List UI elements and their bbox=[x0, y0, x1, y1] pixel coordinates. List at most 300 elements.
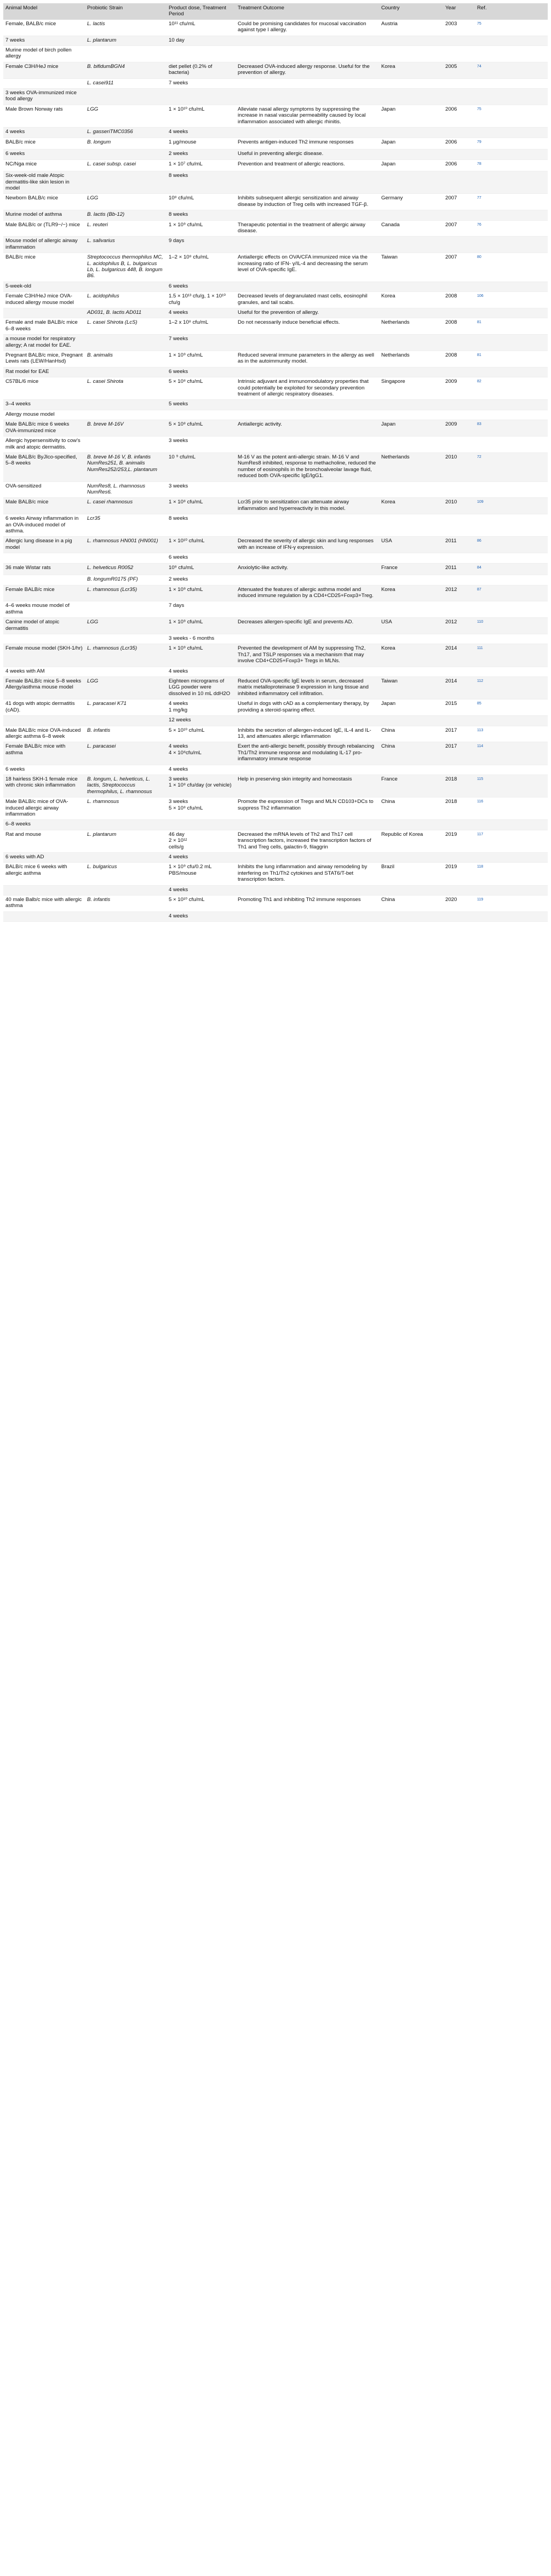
cell-year bbox=[443, 575, 475, 585]
cell-treatment-outcome: Decreased the severity of allergic skin and lung responses with an increase of IFN-γ expression. bbox=[236, 537, 379, 553]
table-row bbox=[3, 601, 548, 618]
cell-country bbox=[379, 601, 443, 618]
cell-country bbox=[379, 308, 443, 318]
cell-animal-model: Rat model for EAE bbox=[3, 367, 85, 377]
header-probiotic-strain: Probiotic Strain bbox=[85, 3, 167, 20]
cell-ref bbox=[475, 716, 548, 726]
cell-probiotic-strain: L. plantarum bbox=[85, 36, 167, 45]
cell-animal-model: Female, BALB/c mice bbox=[3, 20, 85, 36]
cell-ref bbox=[475, 194, 548, 210]
cell-ref bbox=[475, 537, 548, 553]
table-row bbox=[3, 253, 548, 282]
cell-ref bbox=[475, 89, 548, 105]
table-row bbox=[3, 171, 548, 194]
cell-animal-model: 4 weeks bbox=[3, 128, 85, 137]
cell-animal-model: 6 weeks bbox=[3, 150, 85, 159]
cell-probiotic-strain: B. longum bbox=[85, 137, 167, 150]
reference-link[interactable]: 83 bbox=[477, 422, 481, 427]
cell-country: Korea bbox=[379, 585, 443, 601]
cell-animal-model: Female mouse model (SKH-1/hr) bbox=[3, 644, 85, 667]
cell-country: Taiwan bbox=[379, 253, 443, 282]
page bbox=[0, 0, 551, 922]
reference-link[interactable]: 72 bbox=[477, 455, 481, 459]
cell-probiotic-strain bbox=[85, 885, 167, 895]
cell-ref bbox=[475, 498, 548, 514]
cell-treatment-outcome bbox=[236, 367, 379, 377]
cell-probiotic-strain: B. lactis (Bb-12) bbox=[85, 210, 167, 220]
cell-treatment-outcome bbox=[236, 820, 379, 830]
cell-year bbox=[443, 514, 475, 537]
cell-year: 2018 bbox=[443, 798, 475, 820]
cell-ref bbox=[475, 601, 548, 618]
cell-year bbox=[443, 210, 475, 220]
reference-link[interactable]: 85 bbox=[477, 702, 481, 706]
table-row bbox=[3, 853, 548, 863]
cell-ref bbox=[475, 308, 548, 318]
cell-product-dose: 4 weeks bbox=[167, 885, 236, 895]
table-row bbox=[3, 351, 548, 368]
cell-animal-model: BALB/c mice bbox=[3, 137, 85, 150]
header-product-dose: Product dose, Treatment Period bbox=[167, 3, 236, 20]
cell-year bbox=[443, 765, 475, 774]
cell-product-dose: 10⁹ cfu/mL bbox=[167, 563, 236, 575]
table-row bbox=[3, 105, 548, 127]
cell-treatment-outcome bbox=[236, 400, 379, 410]
cell-country bbox=[379, 282, 443, 291]
reference-link[interactable]: 75 bbox=[477, 21, 481, 26]
cell-year: 2015 bbox=[443, 699, 475, 716]
cell-country: USA bbox=[379, 618, 443, 634]
cell-product-dose: 4 weeks bbox=[167, 765, 236, 774]
cell-year: 2009 bbox=[443, 377, 475, 400]
cell-probiotic-strain: Streptococcus thermophilus MC, L. acidophilus B, L. bulgaricus Lb, L. bulgaricus 448, B. longum B6. bbox=[85, 253, 167, 282]
table-row bbox=[3, 46, 548, 62]
cell-treatment-outcome bbox=[236, 853, 379, 863]
cell-product-dose: 5 × 10¹⁰ cfu/mL bbox=[167, 896, 236, 912]
cell-treatment-outcome bbox=[236, 237, 379, 253]
cell-animal-model: 7 weeks bbox=[3, 36, 85, 45]
cell-ref bbox=[475, 514, 548, 537]
cell-animal-model: 18 hairless SKH-1 female mice with chronic skin inflammation bbox=[3, 774, 85, 797]
cell-treatment-outcome: Anxiolytic-like activity. bbox=[236, 563, 379, 575]
cell-probiotic-strain: L. rhamnosus (Lcr35) bbox=[85, 644, 167, 667]
cell-animal-model: Male BALB/c ByJIco-specified, 5–8 weeks bbox=[3, 452, 85, 481]
reference-link[interactable]: 80 bbox=[477, 255, 481, 260]
reference-link[interactable]: 86 bbox=[477, 539, 481, 543]
cell-probiotic-strain: LGG bbox=[85, 618, 167, 634]
cell-year bbox=[443, 853, 475, 863]
reference-link[interactable]: 110 bbox=[477, 620, 484, 624]
cell-probiotic-strain: LGG bbox=[85, 677, 167, 699]
cell-product-dose: 1 × 10⁹ cfu/mL bbox=[167, 220, 236, 237]
cell-year bbox=[443, 237, 475, 253]
cell-year: 2017 bbox=[443, 742, 475, 765]
cell-year: 2018 bbox=[443, 774, 475, 797]
cell-ref bbox=[475, 853, 548, 863]
table-row bbox=[3, 585, 548, 601]
table-row bbox=[3, 194, 548, 210]
cell-animal-model: Murine model of asthma bbox=[3, 210, 85, 220]
cell-animal-model: 4–6 weeks mouse model of asthma bbox=[3, 601, 85, 618]
cell-year: 2006 bbox=[443, 137, 475, 150]
reference-link[interactable]: 116 bbox=[477, 800, 484, 804]
cell-probiotic-strain bbox=[85, 89, 167, 105]
cell-product-dose: 3 weeks - 6 months bbox=[167, 634, 236, 644]
table-row bbox=[3, 677, 548, 699]
table-row bbox=[3, 210, 548, 220]
cell-country bbox=[379, 171, 443, 194]
cell-year: 2007 bbox=[443, 194, 475, 210]
cell-treatment-outcome bbox=[236, 171, 379, 194]
cell-animal-model: 36 male Wistar rats bbox=[3, 563, 85, 575]
cell-product-dose: 5 × 10⁸ cfu/mL bbox=[167, 420, 236, 437]
cell-ref bbox=[475, 911, 548, 921]
cell-treatment-outcome: Decreased OVA-induced allergy response. Useful for the prevention of allergy. bbox=[236, 62, 379, 78]
cell-probiotic-strain: LGG bbox=[85, 105, 167, 127]
reference-link[interactable]: 117 bbox=[477, 832, 484, 836]
cell-animal-model: a mouse model for respiratory allergy; A rat model for EAE. bbox=[3, 335, 85, 351]
cell-country bbox=[379, 78, 443, 88]
cell-animal-model: Newborn BALB/c mice bbox=[3, 194, 85, 210]
reference-link[interactable]: 82 bbox=[477, 380, 481, 384]
cell-treatment-outcome bbox=[236, 601, 379, 618]
cell-animal-model: Allergic hypersensitivity to cow's milk and atopic dermatitis. bbox=[3, 437, 85, 453]
cell-probiotic-strain: B. bifidumBGN4 bbox=[85, 62, 167, 78]
cell-ref bbox=[475, 36, 548, 45]
cell-year: 2010 bbox=[443, 498, 475, 514]
cell-product-dose: 1–2 x 10⁸ cfu/mL bbox=[167, 318, 236, 335]
reference-link[interactable]: 111 bbox=[477, 646, 483, 651]
reference-link[interactable]: 76 bbox=[477, 222, 481, 227]
table-row bbox=[3, 618, 548, 634]
cell-ref bbox=[475, 335, 548, 351]
header-country: Country bbox=[379, 3, 443, 20]
cell-treatment-outcome bbox=[236, 885, 379, 895]
cell-animal-model: C57BL/6 mice bbox=[3, 377, 85, 400]
cell-treatment-outcome bbox=[236, 128, 379, 137]
table-row bbox=[3, 537, 548, 553]
table-row bbox=[3, 481, 548, 498]
cell-country bbox=[379, 237, 443, 253]
cell-country: Brazil bbox=[379, 863, 443, 885]
table-row bbox=[3, 367, 548, 377]
cell-country: France bbox=[379, 563, 443, 575]
cell-product-dose: 10 ⁹ cfu/mL bbox=[167, 452, 236, 481]
cell-ref bbox=[475, 830, 548, 852]
reference-link[interactable]: 119 bbox=[477, 898, 484, 902]
cell-product-dose: 4 weeks bbox=[167, 911, 236, 921]
cell-year: 2012 bbox=[443, 618, 475, 634]
cell-ref bbox=[475, 159, 548, 171]
cell-country: Korea bbox=[379, 644, 443, 667]
table-row bbox=[3, 514, 548, 537]
cell-ref bbox=[475, 20, 548, 36]
cell-year: 2019 bbox=[443, 830, 475, 852]
reference-link[interactable]: 75 bbox=[477, 107, 481, 111]
cell-animal-model: 40 male Balb/c mice with allergic asthma bbox=[3, 896, 85, 912]
cell-ref bbox=[475, 699, 548, 716]
cell-product-dose: 7 weeks bbox=[167, 335, 236, 351]
cell-ref bbox=[475, 667, 548, 676]
cell-animal-model: Allergy mouse model bbox=[3, 410, 85, 420]
cell-year bbox=[443, 282, 475, 291]
table-row bbox=[3, 128, 548, 137]
table-row bbox=[3, 911, 548, 921]
cell-probiotic-strain bbox=[85, 667, 167, 676]
cell-probiotic-strain bbox=[85, 853, 167, 863]
cell-animal-model: BALB/c mice bbox=[3, 253, 85, 282]
cell-ref bbox=[475, 220, 548, 237]
cell-ref bbox=[475, 765, 548, 774]
cell-animal-model: Female BALB/c mice with asthma bbox=[3, 742, 85, 765]
reference-link[interactable]: 109 bbox=[477, 500, 484, 504]
cell-probiotic-strain bbox=[85, 46, 167, 62]
cell-treatment-outcome bbox=[236, 716, 379, 726]
cell-treatment-outcome: Could be promising candidates for mucosal vaccination against type I allergy. bbox=[236, 20, 379, 36]
cell-ref bbox=[475, 351, 548, 368]
cell-product-dose: 3 weeks bbox=[167, 481, 236, 498]
reference-link[interactable]: 77 bbox=[477, 196, 481, 200]
cell-product-dose: 1 × 10⁷ cfu/mL bbox=[167, 159, 236, 171]
cell-animal-model: Six-week-old male Atopic dermatitis-like skin lesion in model bbox=[3, 171, 85, 194]
cell-year: 2020 bbox=[443, 896, 475, 912]
cell-ref bbox=[475, 253, 548, 282]
cell-animal-model bbox=[3, 634, 85, 644]
cell-product-dose: 1 µg/mouse bbox=[167, 137, 236, 150]
cell-year: 2014 bbox=[443, 677, 475, 699]
cell-product-dose: 1 × 10⁹ cfu/mL bbox=[167, 618, 236, 634]
table-row bbox=[3, 452, 548, 481]
table-row bbox=[3, 699, 548, 716]
cell-treatment-outcome bbox=[236, 282, 379, 291]
cell-animal-model: OVA-sensitized bbox=[3, 481, 85, 498]
cell-treatment-outcome: Decreased levels of degranulated mast cells, eosinophil granules, and tail scabs. bbox=[236, 292, 379, 308]
cell-animal-model: Male BALB/c or (TLR9−/−) mice bbox=[3, 220, 85, 237]
cell-animal-model: Allergic lung disease in a pig model bbox=[3, 537, 85, 553]
table-row bbox=[3, 553, 548, 563]
table-row bbox=[3, 885, 548, 895]
cell-probiotic-strain: AD031, B. lactis AD011 bbox=[85, 308, 167, 318]
cell-ref bbox=[475, 137, 548, 150]
table-row bbox=[3, 798, 548, 820]
reference-link[interactable]: 81 bbox=[477, 353, 481, 358]
cell-country: China bbox=[379, 742, 443, 765]
cell-treatment-outcome bbox=[236, 667, 379, 676]
probiotic-allergy-table bbox=[3, 3, 548, 922]
cell-product-dose: 1 × 10⁹ cfu/0.2 mL PBS/mouse bbox=[167, 863, 236, 885]
cell-treatment-outcome: Therapeutic potential in the treatment of allergic airway disease. bbox=[236, 220, 379, 237]
cell-ref bbox=[475, 726, 548, 742]
cell-animal-model: Canine model of atopic dermatitis bbox=[3, 618, 85, 634]
cell-ref bbox=[475, 820, 548, 830]
table-row bbox=[3, 400, 548, 410]
cell-product-dose bbox=[167, 410, 236, 420]
cell-country: Taiwan bbox=[379, 677, 443, 699]
cell-treatment-outcome: Inhibits the lung inflammation and airway remodeling by interfering on Th1/Th2 cytokines and STAT6/T-bet transcription factors. bbox=[236, 863, 379, 885]
cell-treatment-outcome: Prevention and treatment of allergic reactions. bbox=[236, 159, 379, 171]
cell-animal-model bbox=[3, 885, 85, 895]
cell-treatment-outcome: Reduced several immune parameters in the allergy as well as in the autoimmunity model. bbox=[236, 351, 379, 368]
cell-year bbox=[443, 367, 475, 377]
cell-probiotic-strain: NumRes8, L. rhamnosus NumRes6. bbox=[85, 481, 167, 498]
cell-probiotic-strain: L. plantarum bbox=[85, 830, 167, 852]
header-ref: Ref. bbox=[475, 3, 548, 20]
cell-animal-model: 3 weeks OVA-immunized mice food allergy bbox=[3, 89, 85, 105]
cell-animal-model: Female C3H/HeJ mice bbox=[3, 62, 85, 78]
cell-probiotic-strain bbox=[85, 150, 167, 159]
cell-ref bbox=[475, 742, 548, 765]
cell-product-dose bbox=[167, 46, 236, 62]
cell-ref bbox=[475, 481, 548, 498]
table-row bbox=[3, 89, 548, 105]
reference-link[interactable]: 118 bbox=[477, 865, 484, 869]
cell-product-dose: 1 × 10¹⁰ cfu/mL bbox=[167, 537, 236, 553]
cell-probiotic-strain bbox=[85, 765, 167, 774]
cell-country: Netherlands bbox=[379, 318, 443, 335]
cell-probiotic-strain: B. longumR0175 (PF) bbox=[85, 575, 167, 585]
cell-probiotic-strain: L. reuteri bbox=[85, 220, 167, 237]
cell-treatment-outcome: Prevents antigen-induced Th2 immune responses bbox=[236, 137, 379, 150]
cell-probiotic-strain: L. rhamnosus bbox=[85, 798, 167, 820]
cell-treatment-outcome bbox=[236, 765, 379, 774]
table-row bbox=[3, 36, 548, 45]
reference-link[interactable]: 87 bbox=[477, 587, 481, 592]
cell-probiotic-strain: L. lactis bbox=[85, 20, 167, 36]
cell-country: Korea bbox=[379, 498, 443, 514]
cell-probiotic-strain bbox=[85, 171, 167, 194]
cell-probiotic-strain bbox=[85, 820, 167, 830]
reference-link[interactable]: 115 bbox=[477, 777, 484, 781]
reference-link[interactable]: 79 bbox=[477, 140, 481, 144]
table-row bbox=[3, 420, 548, 437]
cell-year: 2008 bbox=[443, 351, 475, 368]
cell-ref bbox=[475, 105, 548, 127]
cell-country bbox=[379, 553, 443, 563]
cell-year bbox=[443, 89, 475, 105]
cell-year bbox=[443, 171, 475, 194]
cell-treatment-outcome: Useful in dogs with cAD as a complementary therapy, by providing a steroid-sparing effect. bbox=[236, 699, 379, 716]
cell-animal-model: Female C3H/HeJ mice OVA-induced allergy mouse model bbox=[3, 292, 85, 308]
cell-product-dose: 1 × 10⁹ cfu/mL bbox=[167, 351, 236, 368]
cell-year: 2014 bbox=[443, 644, 475, 667]
cell-product-dose: 1.5 × 10¹³ cfu/g, 1 × 10¹⁰ cfu/g bbox=[167, 292, 236, 308]
cell-year: 2009 bbox=[443, 420, 475, 437]
cell-year: 2008 bbox=[443, 292, 475, 308]
table-row bbox=[3, 575, 548, 585]
cell-ref bbox=[475, 377, 548, 400]
cell-treatment-outcome: Promoting Th1 and inhibiting Th2 immune responses bbox=[236, 896, 379, 912]
table-row bbox=[3, 20, 548, 36]
cell-product-dose: 4 weeks bbox=[167, 128, 236, 137]
cell-ref bbox=[475, 798, 548, 820]
reference-link[interactable]: 114 bbox=[477, 744, 484, 749]
cell-product-dose: 2 weeks bbox=[167, 575, 236, 585]
cell-year: 2010 bbox=[443, 452, 475, 481]
cell-treatment-outcome bbox=[236, 437, 379, 453]
cell-country bbox=[379, 128, 443, 137]
cell-country: Germany bbox=[379, 194, 443, 210]
cell-animal-model: Mouse model of allergic airway inflammation bbox=[3, 237, 85, 253]
cell-probiotic-strain: L. casei rhamnosus bbox=[85, 498, 167, 514]
cell-ref bbox=[475, 128, 548, 137]
table-body bbox=[3, 20, 548, 922]
cell-ref bbox=[475, 553, 548, 563]
cell-treatment-outcome: Inhibits subsequent allergic sensitization and airway disease by induction of Treg cells with increased TGF-β. bbox=[236, 194, 379, 210]
cell-animal-model: Rat and mouse bbox=[3, 830, 85, 852]
cell-treatment-outcome: Lcr35 prior to sensitization can attenuate airway inflammation and hyperreactivity in this model. bbox=[236, 498, 379, 514]
cell-probiotic-strain bbox=[85, 400, 167, 410]
header-animal-model: Animal Model bbox=[3, 3, 85, 20]
reference-link[interactable]: 74 bbox=[477, 64, 481, 68]
cell-probiotic-strain: L. rhamnosus HN001 (HN001) bbox=[85, 537, 167, 553]
cell-ref bbox=[475, 46, 548, 62]
cell-probiotic-strain: L. helveticus R0052 bbox=[85, 563, 167, 575]
table-row bbox=[3, 220, 548, 237]
cell-ref bbox=[475, 563, 548, 575]
cell-animal-model: BALB/c mice 6 weeks with allergic asthma bbox=[3, 863, 85, 885]
reference-link[interactable]: 81 bbox=[477, 320, 481, 325]
table-row bbox=[3, 830, 548, 852]
cell-year bbox=[443, 437, 475, 453]
cell-animal-model: 6 weeks with AD bbox=[3, 853, 85, 863]
cell-probiotic-strain bbox=[85, 335, 167, 351]
cell-product-dose: 7 days bbox=[167, 601, 236, 618]
cell-ref bbox=[475, 367, 548, 377]
cell-animal-model: Male BALB/c mice bbox=[3, 498, 85, 514]
cell-animal-model: 4 weeks with AM bbox=[3, 667, 85, 676]
cell-product-dose: Eighteen micrograms of LGG powder were dissolved in 10 mL ddH2O bbox=[167, 677, 236, 699]
cell-country bbox=[379, 36, 443, 45]
cell-probiotic-strain bbox=[85, 553, 167, 563]
cell-treatment-outcome: Decreases allergen-specific IgE and prevents AD. bbox=[236, 618, 379, 634]
table-row bbox=[3, 159, 548, 171]
reference-link[interactable]: 106 bbox=[477, 294, 484, 299]
reference-link[interactable]: 84 bbox=[477, 565, 481, 570]
cell-country bbox=[379, 765, 443, 774]
cell-product-dose: 5 weeks bbox=[167, 400, 236, 410]
table-row bbox=[3, 410, 548, 420]
cell-probiotic-strain: B. breve M-16 V, B. infantis NumRes251, B. animalis NumRes252/253,L. plantarum bbox=[85, 452, 167, 481]
table-row bbox=[3, 137, 548, 150]
table-header bbox=[3, 3, 548, 20]
cell-product-dose: 3 weeks bbox=[167, 437, 236, 453]
table-row bbox=[3, 308, 548, 318]
cell-country: Japan bbox=[379, 137, 443, 150]
cell-animal-model bbox=[3, 716, 85, 726]
cell-product-dose: 4 weeks bbox=[167, 308, 236, 318]
cell-animal-model bbox=[3, 308, 85, 318]
cell-animal-model: Murine model of birch pollen allergy bbox=[3, 46, 85, 62]
reference-link[interactable]: 113 bbox=[477, 728, 484, 732]
cell-animal-model bbox=[3, 78, 85, 88]
reference-link[interactable]: 112 bbox=[477, 679, 484, 684]
cell-probiotic-strain bbox=[85, 367, 167, 377]
cell-year bbox=[443, 601, 475, 618]
cell-product-dose bbox=[167, 820, 236, 830]
cell-probiotic-strain: Lcr35 bbox=[85, 514, 167, 537]
reference-link[interactable]: 78 bbox=[477, 162, 481, 166]
cell-year: 2003 bbox=[443, 20, 475, 36]
cell-treatment-outcome: Useful for the prevention of allergy. bbox=[236, 308, 379, 318]
cell-treatment-outcome bbox=[236, 210, 379, 220]
cell-probiotic-strain: B. infantis bbox=[85, 896, 167, 912]
cell-product-dose: 46 day 2 × 10¹² cells/g bbox=[167, 830, 236, 852]
cell-year: 2006 bbox=[443, 105, 475, 127]
cell-treatment-outcome bbox=[236, 575, 379, 585]
cell-treatment-outcome bbox=[236, 46, 379, 62]
cell-probiotic-strain: L. gasseriTMC0356 bbox=[85, 128, 167, 137]
cell-probiotic-strain: L. casei Shirota (LcS) bbox=[85, 318, 167, 335]
